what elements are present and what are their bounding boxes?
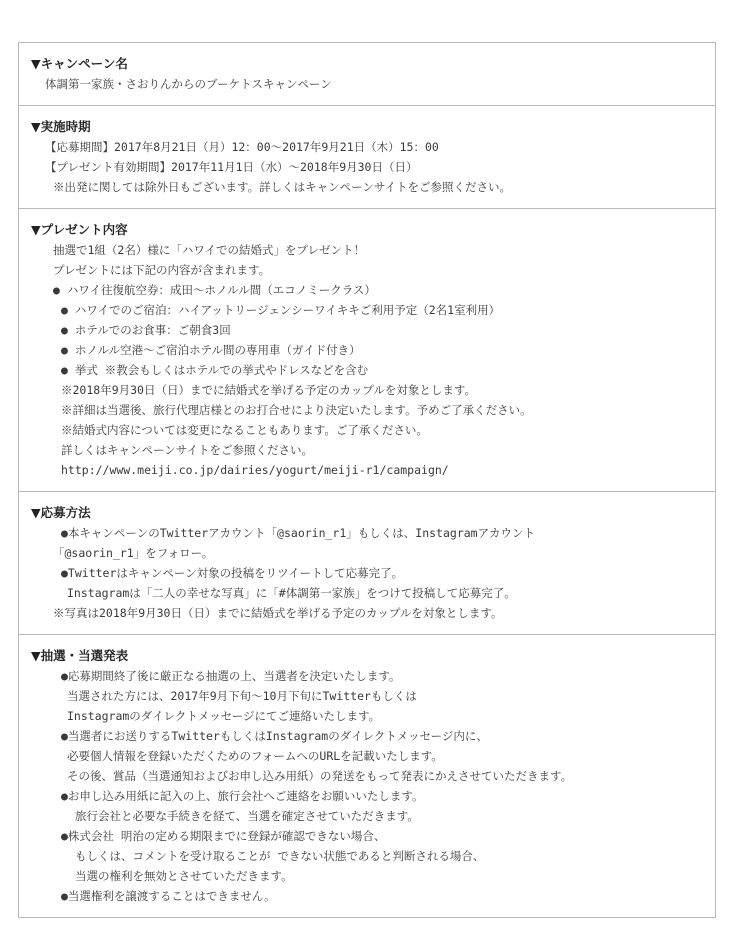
section-heading: ▼キャンペーン名	[31, 56, 128, 71]
lottery-line: ●お申し込み用紙に記入の上、旅行会社へご連絡をお願いいたします。	[61, 789, 424, 803]
present-note: ※詳細は当選後、旅行代理店様とのお打合せにより決定いたします。予めご了承ください。	[61, 403, 532, 417]
present-item: ● ホテルでのお食事：ご朝食3回	[61, 323, 231, 337]
present-validity-text: 【プレゼント有効期間】2017年11月1日（水）～2018年9月30日（日）	[45, 160, 418, 174]
section-heading: ▼応募方法	[31, 505, 91, 520]
lottery-line: 当選された方には、2017年9月下旬～10月下旬にTwitterもしくは	[67, 689, 417, 703]
section-period	[19, 106, 715, 209]
present-note: 詳しくはキャンペーンサイトをご参照ください。	[61, 443, 313, 457]
lottery-line: ●株式会社 明治の定める期限までに登録が確認できない場合、	[61, 829, 386, 843]
present-item: ● ハワイ往復航空券：成田～ホノルル間（エコノミークラス）	[53, 283, 376, 297]
section-heading: ▼プレゼント内容	[31, 222, 128, 237]
apply-step: Instagramは「二人の幸せな写真」に「#体調第一家族」をつけて投稿して応募完了。	[67, 586, 516, 600]
present-item: ● ホノルル空港～ご宿泊ホテル間の専用車（ガイド付き）	[61, 343, 361, 357]
lottery-line: ●当選権利を譲渡することはできません。	[61, 889, 276, 903]
lottery-line: ●当選者にお送りするTwitterもしくはInstagramのダイレクトメッセージ内に、	[61, 729, 488, 743]
section-present	[19, 209, 715, 492]
section-heading: ▼抽選・当選発表	[31, 648, 129, 663]
section-how-to-apply	[19, 492, 715, 635]
apply-step: ●本キャンペーンのTwitterアカウント「@saorin_r1」もしくは、Instagramアカウント	[61, 526, 535, 540]
lottery-line: Instagramのダイレクトメッセージにてご連絡いたします。	[67, 709, 381, 723]
campaign-name-text: 体調第一家族・さおりんからのブーケトスキャンペーン	[45, 77, 332, 91]
period-note: ※出発に関しては除外日もございます。詳しくはキャンペーンサイトをご参照ください。	[53, 180, 512, 194]
campaign-details-table	[18, 42, 716, 918]
section-campaign-name	[19, 43, 715, 106]
present-intro: 抽選で1組（2名）様に「ハワイでの結婚式」をプレゼント！	[53, 243, 366, 257]
lottery-line: もしくは、コメントを受け取ることが できない状態であると判断される場合、	[75, 849, 485, 863]
entry-period-text: 【応募期間】2017年8月21日（月）12：00～2017年9月21日（木）15：00	[45, 140, 439, 154]
section-lottery	[19, 635, 715, 917]
present-item: ● ハワイでのご宿泊：ハイアットリージェンシーワイキキご利用予定（2名1室利用）	[61, 303, 501, 317]
apply-step: 「@saorin_r1」をフォロー。	[53, 546, 214, 560]
apply-step: ●Twitterはキャンペーン対象の投稿をリツイートして応募完了。	[61, 566, 404, 580]
lottery-line: 必要個人情報を登録いただくためのフォームへのURLを記載いたします。	[67, 749, 443, 763]
lottery-line: 旅行会社と必要な手続きを経て、当選を確定させていただきます。	[75, 809, 419, 823]
section-heading: ▼実施時期	[31, 119, 91, 134]
apply-note: ※写真は2018年9月30日（日）までに結婚式を挙げる予定のカップルを対象とします。	[53, 606, 503, 620]
present-intro: プレゼントには下記の内容が含まれます。	[53, 263, 271, 277]
lottery-line: その後、賞品（当選通知およびお申し込み用紙）の発送をもって発表にかえさせていただきます。	[67, 769, 573, 783]
present-item: ● 挙式 ※教会もしくはホテルでの挙式やドレスなどを含む	[61, 363, 369, 377]
lottery-line: 当選の権利を無効とさせていただきます。	[75, 869, 293, 883]
campaign-url: http://www.meiji.co.jp/dairies/yogurt/meiji-r1/campaign/	[61, 463, 449, 477]
lottery-line: ●応募期間終了後に厳正なる抽選の上、当選者を決定いたします。	[61, 669, 401, 683]
present-note: ※結婚式内容については変更になることもあります。ご了承ください。	[61, 423, 428, 437]
present-note: ※2018年9月30日（日）までに結婚式を挙げる予定のカップルを対象とします。	[61, 383, 476, 397]
